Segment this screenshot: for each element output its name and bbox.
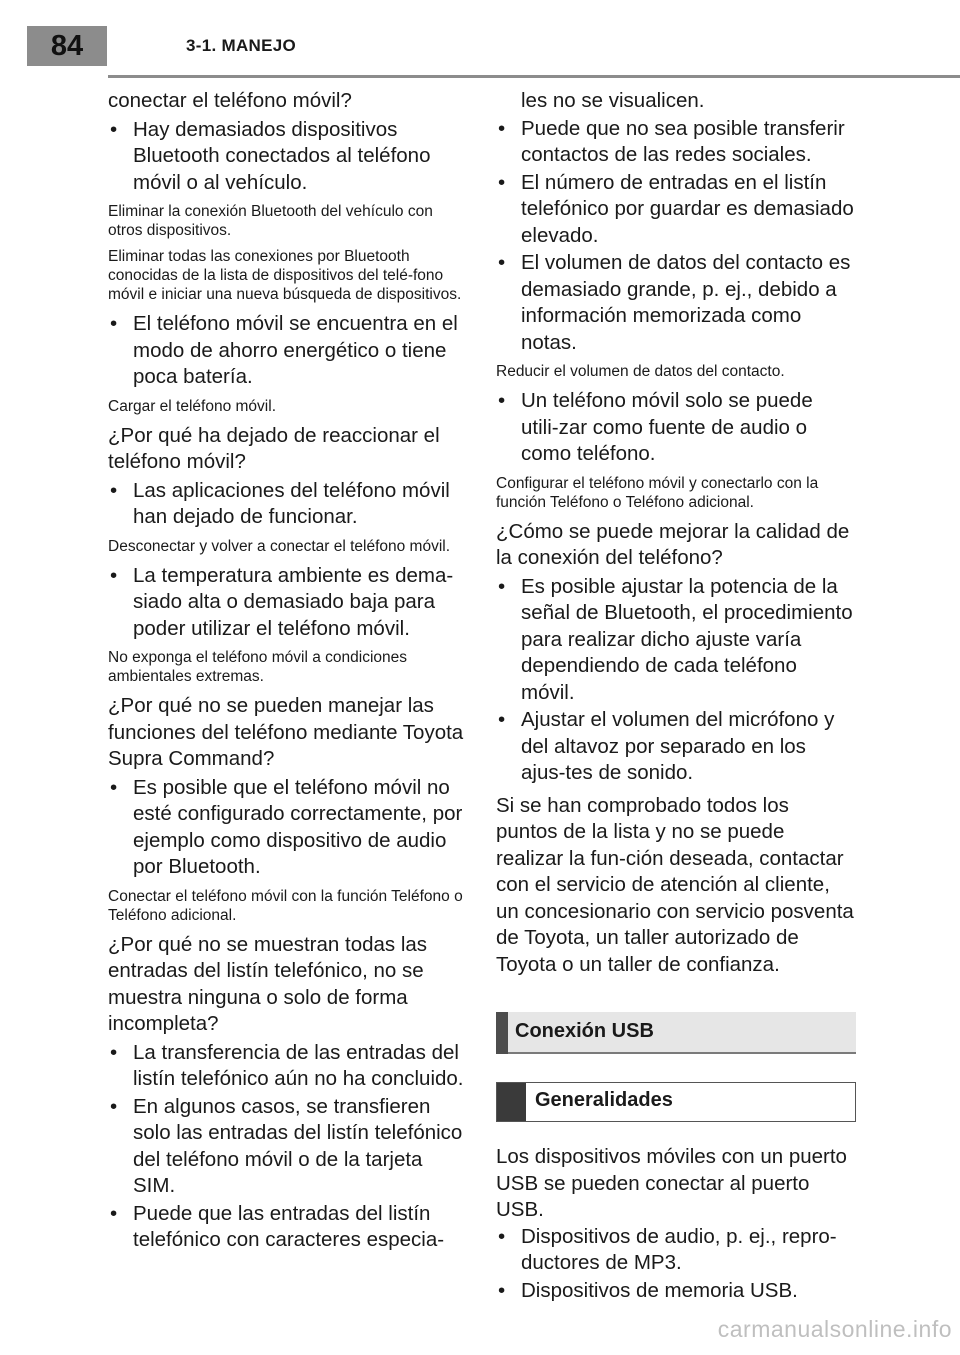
section-heading-text: Conexión USB (515, 1020, 654, 1042)
bullet-item (496, 707, 856, 787)
remedy-note: No exponga el teléfono móvil a condiciones ambientales extremas. (108, 649, 407, 685)
bullet-dot: • (498, 1224, 506, 1248)
bullet-item (108, 478, 464, 531)
bullet-text: Hay demasiados dispositivos Bluetooth conectados al teléfono móvil o al vehículo. (133, 117, 431, 194)
subsection-heading (496, 1082, 856, 1122)
bullet-dot: • (110, 1094, 118, 1118)
bullet-text: Puede que no sea posible transferir contactos de las redes sociales. (521, 116, 845, 166)
section-heading (496, 1012, 856, 1054)
bullet-text: El volumen de datos del contacto es demasiado grande, p. ej., debido a información memorizada como notas. (521, 251, 851, 354)
header-rule (108, 75, 960, 78)
bullet-item (108, 311, 464, 391)
right-column (496, 88, 856, 1305)
page-header (0, 0, 960, 78)
remedy-note: Eliminar la conexión Bluetooth del vehículo con otros dispositivos. (108, 203, 433, 239)
question: ¿Por qué no se muestran todas las entradas del listín telefónico, no se muestra ninguna o solo de forma incompleta? (108, 932, 428, 1035)
bullet-dot: • (110, 1201, 118, 1225)
bullet-item (496, 250, 856, 356)
bullet-item (496, 574, 856, 707)
bullet-item (108, 117, 464, 197)
bullet-dot: • (110, 117, 118, 141)
bullet-dot: • (110, 563, 118, 587)
bullet-dot: • (110, 478, 118, 502)
subsection-heading-text: Generalidades (535, 1089, 673, 1111)
bullet-dot: • (110, 775, 118, 799)
bullet-text: Ajustar el volumen del micrófono y del altavoz por separado en los ajus-tes de sonido. (521, 708, 835, 784)
watermark: carmanualsonline.info (717, 1316, 952, 1342)
page-number: 84 (27, 26, 107, 66)
bullet-text: El número de entradas en el listín telefónico por guardar es demasiado elevado. (521, 170, 854, 247)
bullet-dot: • (498, 170, 506, 194)
question: ¿Cómo se puede mejorar la calidad de la conexión del teléfono? (496, 519, 850, 569)
bullet-text: Dispositivos de audio, p. ej., repro-ductores de MP3. (521, 1224, 837, 1274)
bullet-dot: • (498, 1278, 506, 1302)
bullet-dot: • (498, 574, 506, 598)
question-continuation: conectar el teléfono móvil? (108, 89, 352, 112)
remedy-note: Reducir el volumen de datos del contacto. (496, 363, 785, 380)
bullet-dot: • (498, 708, 506, 731)
bullet-item (496, 1278, 856, 1305)
usb-intro-paragraph: Los dispositivos móviles con un puerto USB se pueden conectar al puerto USB. (496, 1145, 847, 1221)
bullet-item (108, 563, 464, 643)
bullet-dot: • (498, 251, 506, 274)
bullet-text: La temperatura ambiente es dema-siado alta o demasiado baja para poder utilizar el teléfono móvil. (133, 563, 454, 640)
bullet-dot: • (110, 1040, 118, 1064)
bullet-text: Un teléfono móvil solo se puede utili-zar como fuente de audio o como teléfono. (521, 389, 813, 465)
bullet-text: El teléfono móvil se encuentra en el modo de ahorro energético o tiene poca batería. (133, 312, 458, 388)
bullet-text: Puede que las entradas del listín telefónico con caracteres especia- (133, 1201, 445, 1251)
bullet-item (496, 388, 856, 468)
bullet-item (496, 170, 856, 250)
remedy-note: Eliminar todas las conexiones por Bluetooth conocidas de la lista de dispositivos del telé-fono móvil e iniciar una nueva búsqueda de dispositivos. (108, 248, 462, 303)
bullet-text: Dispositivos de memoria USB. (521, 1278, 798, 1302)
bullet-dot: • (110, 312, 118, 335)
bullet-text: En algunos casos, se transfieren solo las entradas del listín telefónico del teléfono móvil o de la tarjeta SIM. (133, 1094, 463, 1197)
section-heading-bar (496, 1012, 508, 1054)
bullet-continuation (496, 88, 856, 115)
bullet-item (496, 116, 856, 169)
remedy-note: Conectar el teléfono móvil con la función Teléfono o Teléfono adicional. (108, 887, 463, 924)
remedy-note: Configurar el teléfono móvil y conectarlo con la función Teléfono o Teléfono adicional. (496, 474, 819, 511)
bullet-item (108, 775, 464, 881)
bullet-text: Las aplicaciones del teléfono móvil han dejado de funcionar. (133, 478, 450, 528)
left-column (108, 88, 464, 1255)
bullet-text: les no se visualicen. (521, 89, 705, 112)
bullet-dot: • (498, 116, 506, 140)
bullet-text: La transferencia de las entradas del listín telefónico aún no ha concluido. (133, 1040, 464, 1090)
bullet-text: Es posible que el teléfono móvil no esté configurado correctamente, por ejemplo como dispositivo de audio por Bluetooth. (133, 775, 463, 878)
subsection-heading-block (497, 1083, 526, 1121)
bullet-item (108, 1094, 464, 1200)
bullet-item (108, 1040, 464, 1093)
bullet-item (108, 1201, 464, 1254)
remedy-note: Cargar el teléfono móvil. (108, 397, 276, 415)
question: ¿Por qué ha dejado de reaccionar el teléfono móvil? (108, 423, 440, 473)
bullet-item (496, 1224, 856, 1277)
bullet-text: Es posible ajustar la potencia de la señal de Bluetooth, el procedimiento para realizar dicho ajuste varía dependiendo de cada teléfono móvil. (521, 574, 853, 704)
chapter-title: 3-1. MANEJO (186, 36, 297, 55)
question: ¿Por qué no se pueden manejar las funciones del teléfono mediante Toyota Supra Command? (108, 694, 464, 770)
summary-paragraph: Si se han comprobado todos los puntos de la lista y no se puede realizar la fun-ción deseada, contactar con el servicio de atención al cliente, un concesionario con servicio posventa de Toyota, un taller autorizado de Toyota o un taller de confianza. (496, 793, 854, 976)
bullet-dot: • (498, 389, 506, 412)
remedy-note: Desconectar y volver a conectar el teléfono móvil. (108, 537, 451, 555)
